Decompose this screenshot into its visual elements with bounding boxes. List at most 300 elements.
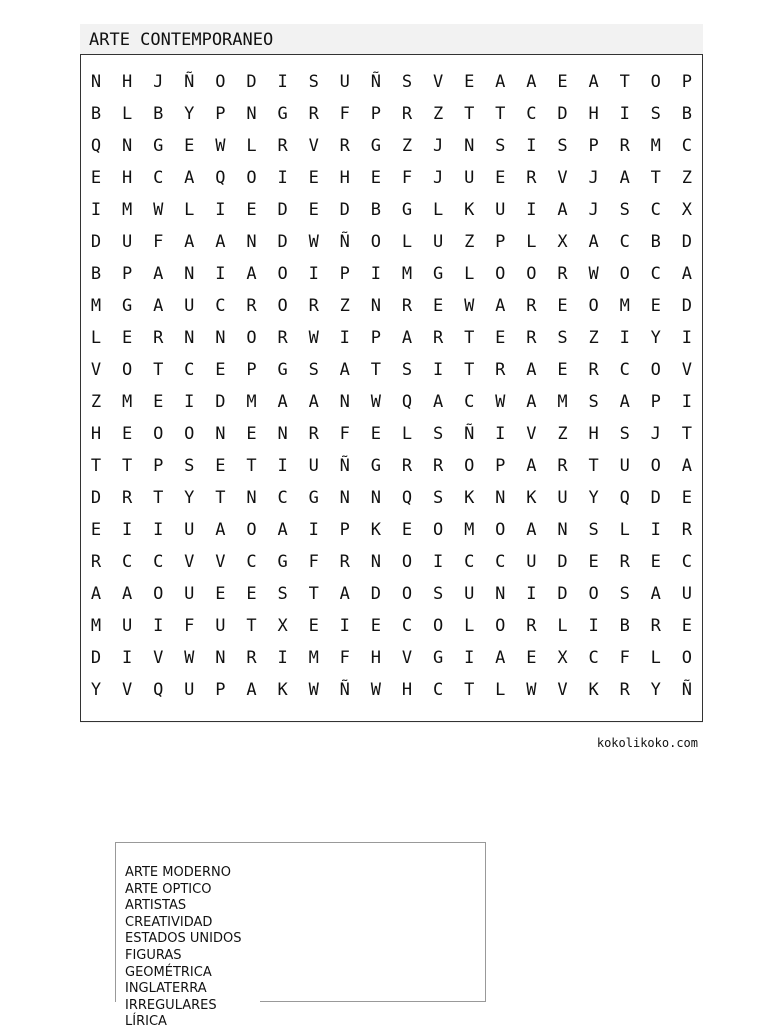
grid-cell[interactable]: P (370, 328, 382, 348)
grid-cell[interactable]: V (401, 648, 413, 668)
grid-cell[interactable]: A (619, 168, 630, 188)
grid-cell[interactable]: I (526, 200, 537, 220)
grid-cell[interactable]: R (588, 360, 599, 380)
grid-cell[interactable]: G (432, 264, 444, 284)
grid-cell[interactable]: I (432, 552, 444, 572)
grid-cell[interactable]: I (277, 72, 288, 92)
grid-cell[interactable]: U (681, 584, 693, 604)
grid-cell[interactable]: R (619, 552, 630, 572)
grid-cell[interactable]: Z (339, 296, 350, 316)
grid-cell[interactable]: D (277, 232, 288, 252)
grid-cell[interactable]: T (619, 72, 630, 92)
grid-cell[interactable]: E (121, 424, 133, 444)
grid-cell[interactable]: Ñ (370, 72, 382, 92)
grid-cell[interactable]: U (184, 584, 195, 604)
grid-cell[interactable]: V (308, 136, 319, 156)
grid-cell[interactable]: K (526, 488, 537, 508)
grid-cell[interactable]: E (215, 456, 226, 476)
grid-cell[interactable]: A (121, 584, 133, 604)
grid-cell[interactable]: P (121, 264, 133, 284)
grid-cell[interactable]: L (246, 136, 257, 156)
grid-cell[interactable]: Q (401, 488, 413, 508)
grid-cell[interactable]: V (153, 648, 164, 668)
grid-cell[interactable]: A (526, 456, 537, 476)
grid-cell[interactable]: N (495, 488, 506, 508)
grid-cell[interactable]: O (277, 264, 288, 284)
grid-cell[interactable]: G (370, 136, 382, 156)
grid-cell[interactable]: Ñ (184, 72, 195, 92)
grid-cell[interactable]: R (277, 136, 288, 156)
grid-cell[interactable]: N (215, 424, 226, 444)
grid-cell[interactable]: F (339, 424, 350, 444)
grid-cell[interactable]: A (557, 200, 568, 220)
grid-cell[interactable]: W (153, 200, 164, 220)
grid-cell[interactable]: C (401, 616, 413, 636)
grid-cell[interactable]: O (401, 584, 413, 604)
grid-cell[interactable]: A (619, 392, 630, 412)
grid-cell[interactable]: S (184, 456, 195, 476)
grid-cell[interactable]: P (650, 392, 661, 412)
grid-cell[interactable]: R (557, 456, 568, 476)
grid-cell[interactable]: E (308, 200, 319, 220)
grid-cell[interactable]: N (464, 136, 475, 156)
grid-cell[interactable]: B (153, 104, 164, 124)
grid-cell[interactable]: R (401, 456, 413, 476)
grid-cell[interactable]: L (121, 104, 133, 124)
grid-cell[interactable]: W (215, 136, 226, 156)
grid-cell[interactable]: Y (184, 104, 195, 124)
grid-cell[interactable]: C (464, 392, 475, 412)
grid-cell[interactable]: H (121, 72, 133, 92)
grid-cell[interactable]: C (650, 264, 661, 284)
grid-cell[interactable]: R (277, 328, 288, 348)
grid-cell[interactable]: F (184, 616, 195, 636)
grid-cell[interactable]: T (246, 456, 257, 476)
grid-cell[interactable]: H (588, 424, 599, 444)
grid-cell[interactable]: T (464, 104, 475, 124)
grid-cell[interactable]: Y (184, 488, 195, 508)
grid-cell[interactable]: I (619, 104, 630, 124)
grid-cell[interactable]: B (370, 200, 382, 220)
grid-cell[interactable]: P (495, 232, 506, 252)
grid-cell[interactable]: O (495, 616, 506, 636)
grid-cell[interactable]: D (557, 584, 568, 604)
grid-cell[interactable]: C (619, 232, 630, 252)
grid-cell[interactable]: E (121, 328, 133, 348)
grid-cell[interactable]: O (681, 648, 693, 668)
grid-cell[interactable]: L (184, 200, 195, 220)
grid-cell[interactable]: A (153, 296, 164, 316)
grid-cell[interactable]: G (121, 296, 133, 316)
grid-cell[interactable]: P (153, 456, 164, 476)
grid-cell[interactable]: V (215, 552, 226, 572)
grid-cell[interactable]: R (246, 296, 257, 316)
grid-cell[interactable]: S (650, 104, 661, 124)
grid-cell[interactable]: V (121, 680, 133, 700)
grid-cell[interactable]: E (184, 136, 195, 156)
grid-cell[interactable]: Z (90, 392, 102, 412)
grid-cell[interactable]: G (277, 552, 288, 572)
grid-cell[interactable]: O (370, 232, 382, 252)
grid-cell[interactable]: U (308, 456, 319, 476)
grid-cell[interactable]: I (153, 616, 164, 636)
grid-cell[interactable]: I (277, 456, 288, 476)
grid-cell[interactable]: W (184, 648, 195, 668)
grid-cell[interactable]: E (401, 520, 413, 540)
grid-cell[interactable]: U (121, 232, 133, 252)
grid-cell[interactable]: A (246, 264, 257, 284)
grid-cell[interactable]: Ñ (339, 680, 350, 700)
grid-cell[interactable]: D (215, 392, 226, 412)
grid-cell[interactable]: L (464, 264, 475, 284)
grid-cell[interactable]: P (339, 520, 350, 540)
grid-cell[interactable]: F (339, 104, 350, 124)
grid-cell[interactable]: X (557, 648, 568, 668)
grid-cell[interactable]: I (153, 520, 164, 540)
grid-cell[interactable]: H (588, 104, 599, 124)
grid-cell[interactable]: N (246, 104, 257, 124)
grid-cell[interactable]: L (557, 616, 568, 636)
grid-cell[interactable]: C (588, 648, 599, 668)
grid-cell[interactable]: T (153, 360, 164, 380)
grid-cell[interactable]: Q (153, 680, 164, 700)
grid-cell[interactable]: E (215, 584, 226, 604)
grid-cell[interactable]: O (432, 520, 444, 540)
grid-cell[interactable]: D (557, 552, 568, 572)
grid-cell[interactable]: Z (557, 424, 568, 444)
grid-cell[interactable]: R (308, 296, 319, 316)
grid-cell[interactable]: O (246, 168, 257, 188)
grid-cell[interactable]: Q (401, 392, 413, 412)
grid-cell[interactable]: I (432, 360, 444, 380)
grid-cell[interactable]: O (246, 520, 257, 540)
grid-cell[interactable]: S (432, 488, 444, 508)
grid-cell[interactable]: Ñ (339, 232, 350, 252)
grid-cell[interactable]: L (495, 680, 506, 700)
grid-cell[interactable]: P (246, 360, 257, 380)
grid-cell[interactable]: T (588, 456, 599, 476)
grid-cell[interactable]: E (432, 296, 444, 316)
grid-cell[interactable]: R (339, 136, 350, 156)
grid-cell[interactable]: H (90, 424, 102, 444)
grid-cell[interactable]: I (215, 264, 226, 284)
grid-cell[interactable]: J (588, 168, 599, 188)
grid-cell[interactable]: E (308, 616, 319, 636)
grid-cell[interactable]: F (619, 648, 630, 668)
grid-cell[interactable]: A (432, 392, 444, 412)
grid-cell[interactable]: U (339, 72, 350, 92)
grid-cell[interactable]: O (526, 264, 537, 284)
grid-cell[interactable]: E (370, 616, 382, 636)
grid-cell[interactable]: N (339, 488, 350, 508)
grid-cell[interactable]: S (619, 584, 630, 604)
grid-cell[interactable]: D (90, 232, 102, 252)
grid-cell[interactable]: D (90, 648, 102, 668)
grid-cell[interactable]: E (464, 72, 475, 92)
grid-cell[interactable]: B (90, 104, 102, 124)
grid-cell[interactable]: R (619, 136, 630, 156)
grid-cell[interactable]: I (90, 200, 102, 220)
grid-cell[interactable]: O (184, 424, 195, 444)
grid-cell[interactable]: A (184, 168, 195, 188)
grid-cell[interactable]: K (277, 680, 288, 700)
grid-cell[interactable]: P (215, 680, 226, 700)
grid-cell[interactable]: W (370, 680, 382, 700)
grid-cell[interactable]: S (432, 584, 444, 604)
grid-cell[interactable]: S (588, 392, 599, 412)
grid-cell[interactable]: M (246, 392, 257, 412)
grid-cell[interactable]: J (650, 424, 661, 444)
grid-cell[interactable]: S (495, 136, 506, 156)
grid-cell[interactable]: E (308, 168, 319, 188)
grid-cell[interactable]: E (588, 552, 599, 572)
grid-cell[interactable]: C (495, 552, 506, 572)
grid-cell[interactable]: D (650, 488, 661, 508)
grid-cell[interactable]: G (277, 104, 288, 124)
grid-cell[interactable]: E (90, 520, 102, 540)
grid-cell[interactable]: K (464, 200, 475, 220)
grid-cell[interactable]: C (246, 552, 257, 572)
grid-cell[interactable]: H (401, 680, 413, 700)
grid-cell[interactable]: D (681, 296, 693, 316)
grid-cell[interactable]: L (526, 232, 537, 252)
grid-cell[interactable]: J (432, 136, 444, 156)
grid-cell[interactable]: R (308, 424, 319, 444)
grid-cell[interactable]: P (588, 136, 599, 156)
grid-cell[interactable]: S (277, 584, 288, 604)
grid-cell[interactable]: C (121, 552, 133, 572)
grid-cell[interactable]: R (495, 360, 506, 380)
grid-cell[interactable]: R (90, 552, 102, 572)
grid-cell[interactable]: Q (90, 136, 102, 156)
grid-cell[interactable]: F (339, 648, 350, 668)
grid-cell[interactable]: N (90, 72, 102, 92)
grid-cell[interactable]: A (526, 360, 537, 380)
grid-cell[interactable]: M (121, 200, 133, 220)
grid-cell[interactable]: Z (588, 328, 599, 348)
grid-cell[interactable]: D (90, 488, 102, 508)
grid-cell[interactable]: S (557, 328, 568, 348)
grid-cell[interactable]: A (277, 520, 288, 540)
grid-cell[interactable]: R (308, 104, 319, 124)
grid-cell[interactable]: G (308, 488, 319, 508)
grid-cell[interactable]: A (339, 360, 350, 380)
grid-cell[interactable]: D (277, 200, 288, 220)
grid-cell[interactable]: C (153, 168, 164, 188)
grid-cell[interactable]: W (588, 264, 599, 284)
grid-cell[interactable]: I (339, 328, 350, 348)
grid-cell[interactable]: R (153, 328, 164, 348)
grid-cell[interactable]: O (246, 328, 257, 348)
grid-cell[interactable]: U (464, 168, 475, 188)
grid-cell[interactable]: N (557, 520, 568, 540)
grid-cell[interactable]: Q (619, 488, 630, 508)
grid-cell[interactable]: E (153, 392, 164, 412)
grid-cell[interactable]: P (215, 104, 226, 124)
grid-cell[interactable]: E (557, 360, 568, 380)
grid-cell[interactable]: V (184, 552, 195, 572)
grid-cell[interactable]: N (246, 232, 257, 252)
grid-cell[interactable]: U (184, 296, 195, 316)
grid-cell[interactable]: W (308, 232, 319, 252)
grid-cell[interactable]: A (215, 520, 226, 540)
grid-cell[interactable]: Z (681, 168, 693, 188)
grid-cell[interactable]: P (370, 104, 382, 124)
grid-cell[interactable]: E (557, 72, 568, 92)
grid-cell[interactable]: E (557, 296, 568, 316)
grid-cell[interactable]: V (526, 424, 537, 444)
grid-cell[interactable]: E (370, 168, 382, 188)
grid-cell[interactable]: T (650, 168, 661, 188)
grid-cell[interactable]: F (153, 232, 164, 252)
grid-cell[interactable]: H (121, 168, 133, 188)
grid-cell[interactable]: U (495, 200, 506, 220)
grid-cell[interactable]: A (246, 680, 257, 700)
grid-cell[interactable]: A (495, 648, 506, 668)
grid-cell[interactable]: V (681, 360, 693, 380)
grid-cell[interactable]: J (432, 168, 444, 188)
grid-cell[interactable]: I (681, 392, 693, 412)
grid-cell[interactable]: O (153, 584, 164, 604)
grid-cell[interactable]: W (464, 296, 475, 316)
grid-cell[interactable]: O (650, 456, 661, 476)
grid-cell[interactable]: M (90, 296, 102, 316)
grid-cell[interactable]: N (215, 328, 226, 348)
grid-cell[interactable]: W (308, 680, 319, 700)
grid-cell[interactable]: B (619, 616, 630, 636)
grid-cell[interactable]: T (90, 456, 102, 476)
grid-cell[interactable]: I (215, 200, 226, 220)
grid-cell[interactable]: W (495, 392, 506, 412)
grid-cell[interactable]: Z (432, 104, 444, 124)
grid-cell[interactable]: M (464, 520, 475, 540)
grid-cell[interactable]: X (681, 200, 693, 220)
grid-cell[interactable]: Z (464, 232, 475, 252)
grid-cell[interactable]: Ñ (464, 424, 475, 444)
grid-cell[interactable]: R (557, 264, 568, 284)
grid-cell[interactable]: C (153, 552, 164, 572)
grid-cell[interactable]: S (401, 72, 413, 92)
grid-cell[interactable]: M (619, 296, 630, 316)
grid-cell[interactable]: U (464, 584, 475, 604)
grid-cell[interactable]: O (588, 296, 599, 316)
grid-cell[interactable]: A (681, 456, 693, 476)
grid-cell[interactable]: O (153, 424, 164, 444)
grid-cell[interactable]: N (370, 552, 382, 572)
grid-cell[interactable]: F (401, 168, 413, 188)
grid-cell[interactable]: T (495, 104, 506, 124)
grid-cell[interactable]: O (277, 296, 288, 316)
grid-cell[interactable]: U (184, 680, 195, 700)
grid-cell[interactable]: Y (650, 328, 661, 348)
grid-cell[interactable]: L (619, 520, 630, 540)
grid-cell[interactable]: A (184, 232, 195, 252)
grid-cell[interactable]: M (90, 616, 102, 636)
grid-cell[interactable]: Q (215, 168, 226, 188)
grid-cell[interactable]: E (681, 488, 693, 508)
grid-cell[interactable]: A (588, 72, 599, 92)
grid-cell[interactable]: E (495, 168, 506, 188)
grid-cell[interactable]: G (370, 456, 382, 476)
grid-cell[interactable]: T (370, 360, 382, 380)
grid-cell[interactable]: V (557, 168, 568, 188)
grid-cell[interactable]: T (246, 616, 257, 636)
grid-cell[interactable]: N (370, 296, 382, 316)
grid-cell[interactable]: I (184, 392, 195, 412)
grid-cell[interactable]: I (681, 328, 693, 348)
grid-cell[interactable]: L (401, 232, 413, 252)
grid-cell[interactable]: E (246, 424, 257, 444)
grid-cell[interactable]: L (650, 648, 661, 668)
grid-cell[interactable]: X (557, 232, 568, 252)
grid-cell[interactable]: B (90, 264, 102, 284)
grid-cell[interactable]: L (401, 424, 413, 444)
grid-cell[interactable]: E (370, 424, 382, 444)
grid-cell[interactable]: S (619, 200, 630, 220)
grid-cell[interactable]: V (557, 680, 568, 700)
grid-cell[interactable]: I (370, 264, 382, 284)
grid-cell[interactable]: C (526, 104, 537, 124)
grid-cell[interactable]: A (495, 296, 506, 316)
grid-cell[interactable]: A (308, 392, 319, 412)
grid-cell[interactable]: U (121, 616, 133, 636)
grid-cell[interactable]: S (588, 520, 599, 540)
grid-cell[interactable]: E (246, 584, 257, 604)
grid-cell[interactable]: T (464, 360, 475, 380)
grid-cell[interactable]: I (121, 520, 133, 540)
grid-cell[interactable]: E (681, 616, 693, 636)
grid-cell[interactable]: O (495, 264, 506, 284)
grid-cell[interactable]: A (588, 232, 599, 252)
grid-cell[interactable]: U (619, 456, 630, 476)
grid-cell[interactable]: N (184, 328, 195, 348)
grid-cell[interactable]: I (308, 520, 319, 540)
grid-cell[interactable]: V (432, 72, 444, 92)
grid-cell[interactable]: U (184, 520, 195, 540)
grid-cell[interactable]: R (432, 328, 444, 348)
grid-cell[interactable]: A (526, 392, 537, 412)
grid-cell[interactable]: E (650, 552, 661, 572)
grid-cell[interactable]: A (277, 392, 288, 412)
grid-cell[interactable]: A (153, 264, 164, 284)
grid-cell[interactable]: R (650, 616, 661, 636)
grid-cell[interactable]: D (557, 104, 568, 124)
grid-cell[interactable]: E (650, 296, 661, 316)
grid-cell[interactable]: O (121, 360, 133, 380)
grid-cell[interactable]: V (90, 360, 102, 380)
grid-cell[interactable]: M (308, 648, 319, 668)
grid-cell[interactable]: R (681, 520, 693, 540)
grid-cell[interactable]: M (557, 392, 568, 412)
grid-cell[interactable]: N (246, 488, 257, 508)
grid-cell[interactable]: W (370, 392, 382, 412)
grid-cell[interactable]: X (277, 616, 288, 636)
grid-cell[interactable]: I (308, 264, 319, 284)
grid-cell[interactable]: J (153, 72, 164, 92)
grid-cell[interactable]: Y (90, 680, 102, 700)
grid-cell[interactable]: D (681, 232, 693, 252)
grid-cell[interactable]: U (215, 616, 226, 636)
grid-cell[interactable]: J (588, 200, 599, 220)
grid-cell[interactable]: A (526, 72, 537, 92)
grid-cell[interactable]: U (526, 552, 537, 572)
grid-cell[interactable]: Z (401, 136, 413, 156)
grid-cell[interactable]: I (619, 328, 630, 348)
grid-cell[interactable]: U (557, 488, 568, 508)
grid-cell[interactable]: I (526, 136, 537, 156)
grid-cell[interactable]: G (277, 360, 288, 380)
grid-cell[interactable]: T (308, 584, 319, 604)
